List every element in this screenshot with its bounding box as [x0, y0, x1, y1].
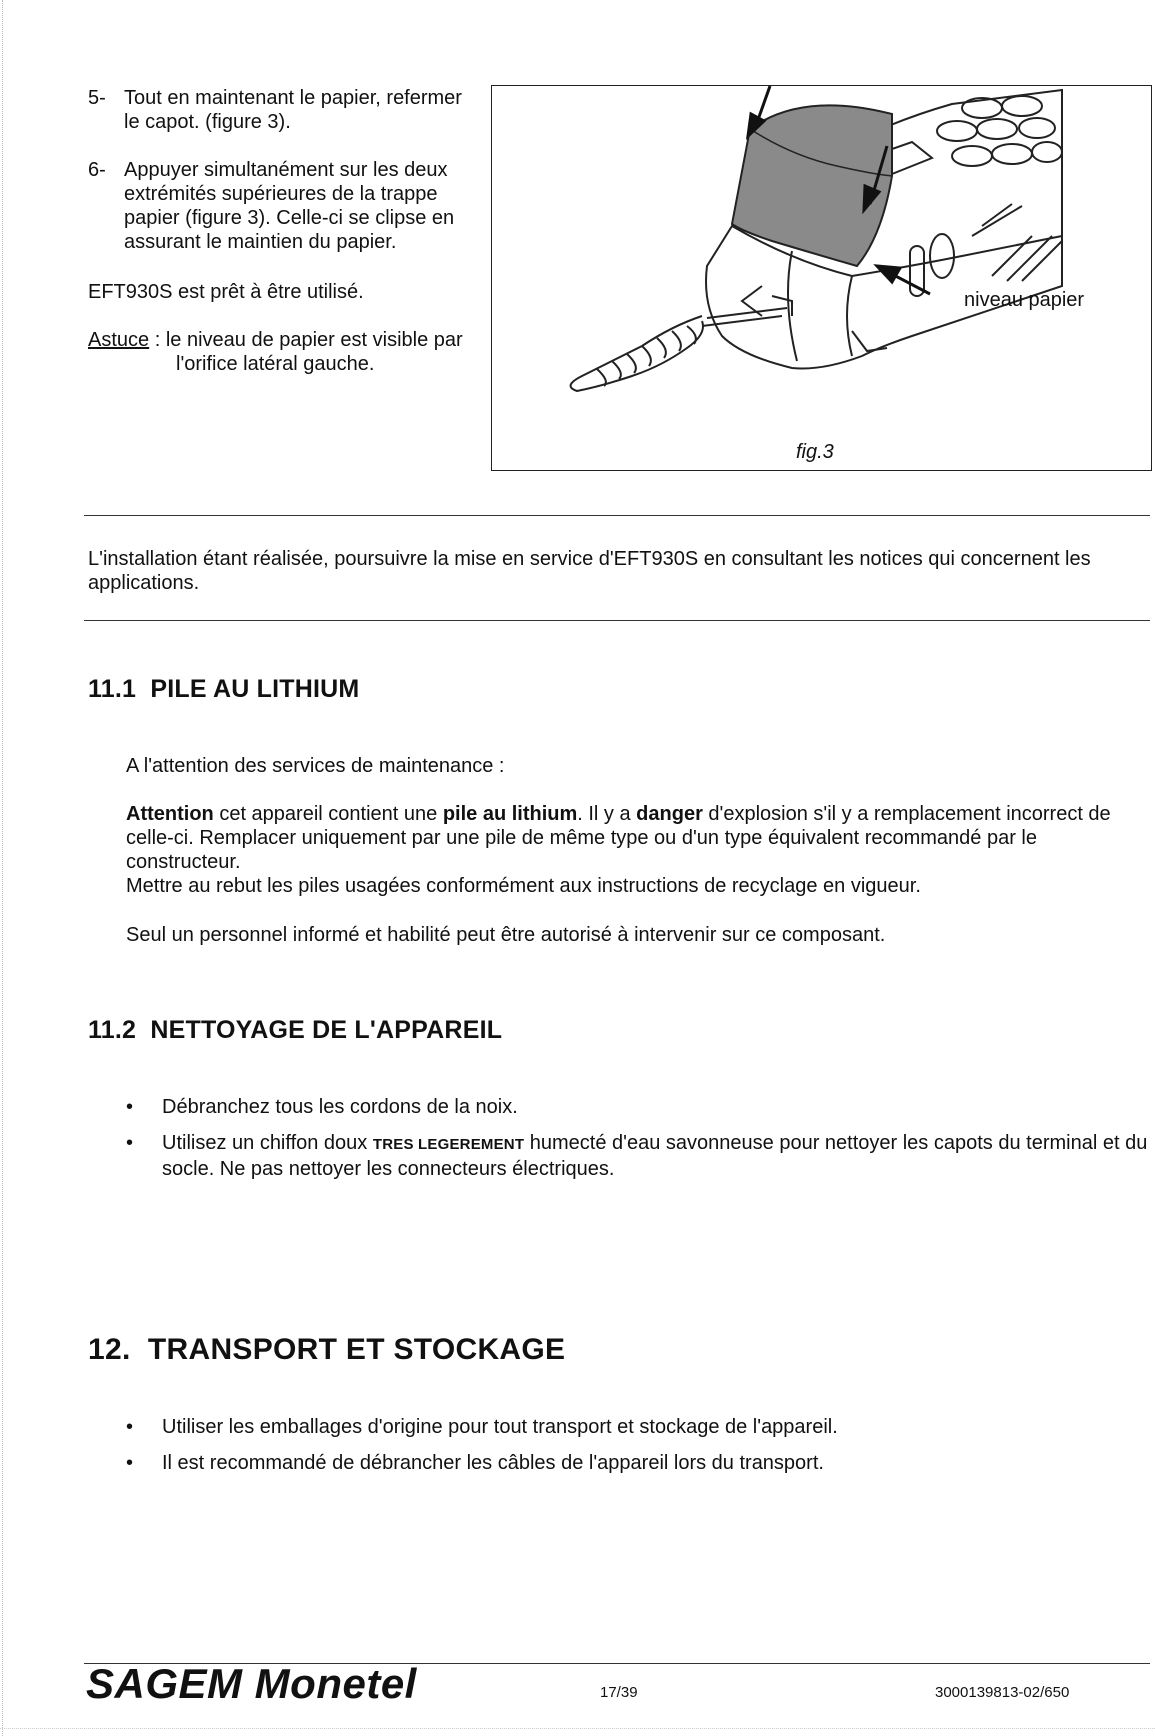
- installation-note: L'installation étant réalisée, poursuivre la mise en service d'EFT930S en consultant les notices qui concernent les applications.: [88, 548, 1091, 594]
- section-number: 11.2: [88, 1016, 137, 1044]
- section-title: PILE AU LITHIUM: [150, 675, 360, 703]
- list-item-text-part: Utilisez un chiffon doux: [162, 1132, 373, 1154]
- figure-3: [491, 85, 1152, 471]
- paper-level-label: niveau papier: [964, 289, 1085, 311]
- section-title: NETTOYAGE DE L'APPAREIL: [150, 1016, 503, 1044]
- bullet-dot: •: [126, 1452, 134, 1474]
- document-reference: 3000139813-02/650: [935, 1684, 1070, 1701]
- tip-line1: le niveau de papier est visible par: [165, 329, 463, 351]
- cleaning-list: [126, 1095, 1150, 1181]
- emphasis-caps: TRES LEGEREMENT: [372, 1136, 525, 1153]
- bullet-dot: •: [126, 1132, 134, 1154]
- section-title: TRANSPORT ET STOCKAGE: [147, 1333, 566, 1366]
- list-item: [126, 1095, 1150, 1119]
- scan-bottom-edge: [0, 1728, 1155, 1729]
- list-item: [126, 1131, 1150, 1181]
- list-item-text: Utiliser les emballages d'origine pour tout transport et stockage de l'appareil.: [162, 1416, 838, 1438]
- section-11-1-heading: [88, 675, 359, 704]
- tip-separator: :: [149, 329, 166, 351]
- section-number: 12.: [88, 1333, 131, 1366]
- section-12-heading: [88, 1333, 565, 1367]
- section-number: 11.1: [88, 675, 137, 703]
- warning-text: d'explosion s'il y a remplacement incorrect de celle-ci. Remplacer uniquement par une pile de même type ou d'un type équivalent recommandé par le constructeur.: [126, 803, 1111, 873]
- list-item-text: [162, 1131, 1150, 1181]
- authorized-personnel-note: Seul un personnel informé et habilité peut être autorisé à intervenir sur ce composant.: [126, 924, 886, 946]
- scan-left-edge: [2, 0, 4, 1736]
- list-item-text: Il est recommandé de débrancher les câbles de l'appareil lors du transport.: [162, 1452, 824, 1474]
- list-item-text: Débranchez tous les cordons de la noix.: [162, 1096, 518, 1118]
- bullet-dot: •: [126, 1416, 134, 1438]
- step-5: [88, 86, 480, 134]
- list-item: [126, 1451, 1150, 1475]
- steps-list: [88, 86, 480, 254]
- recycling-instruction: Mettre au rebut les piles usagées conformément aux instructions de recyclage en vigueur.: [126, 875, 921, 897]
- transport-list: [126, 1415, 1150, 1475]
- warning-text: . Il y a: [577, 803, 637, 825]
- list-item: [126, 1415, 1150, 1439]
- tip-label: Astuce: [88, 329, 150, 351]
- warning-bold-battery: pile au lithium: [442, 803, 578, 825]
- section-11-2-heading: [88, 1016, 502, 1045]
- step-text: Tout en maintenant le papier, refermer le capot. (figure 3).: [124, 87, 462, 133]
- step-text: Appuyer simultanément sur les deux extrémités supérieures de la trappe papier (figure 3). Celle-ci se clipse en assurant le maintien du papier.: [124, 159, 455, 253]
- warning-bold-danger: danger: [636, 803, 703, 825]
- maintenance-intro: A l'attention des services de maintenance :: [126, 755, 505, 777]
- step-6: [88, 158, 480, 254]
- page-number: 17/39: [600, 1684, 638, 1701]
- step-number: 6-: [88, 159, 106, 181]
- warning-paragraph: [126, 802, 1150, 874]
- divider-top: [84, 515, 1150, 516]
- list-item-text-part: humecté d'eau savonneuse pour nettoyer les capots du terminal et du socle. Ne pas nettoyer les connecteurs électriques.: [162, 1132, 1148, 1180]
- warning-text: cet appareil contient une: [213, 803, 443, 825]
- warning-bold-attention: Attention: [126, 803, 214, 825]
- divider-bottom: [84, 620, 1150, 621]
- tip: [88, 328, 488, 376]
- ready-text: EFT930S est prêt à être utilisé.: [88, 281, 364, 303]
- brand-logo: SAGEM Monetel: [86, 1660, 417, 1707]
- lithium-warning: [126, 802, 1150, 898]
- step-number: 5-: [88, 87, 106, 109]
- figure-caption: fig.3: [796, 441, 834, 463]
- tip-line2: l'orifice latéral gauche.: [176, 353, 375, 375]
- terminal-illustration: [492, 86, 1150, 469]
- bullet-dot: •: [126, 1096, 134, 1118]
